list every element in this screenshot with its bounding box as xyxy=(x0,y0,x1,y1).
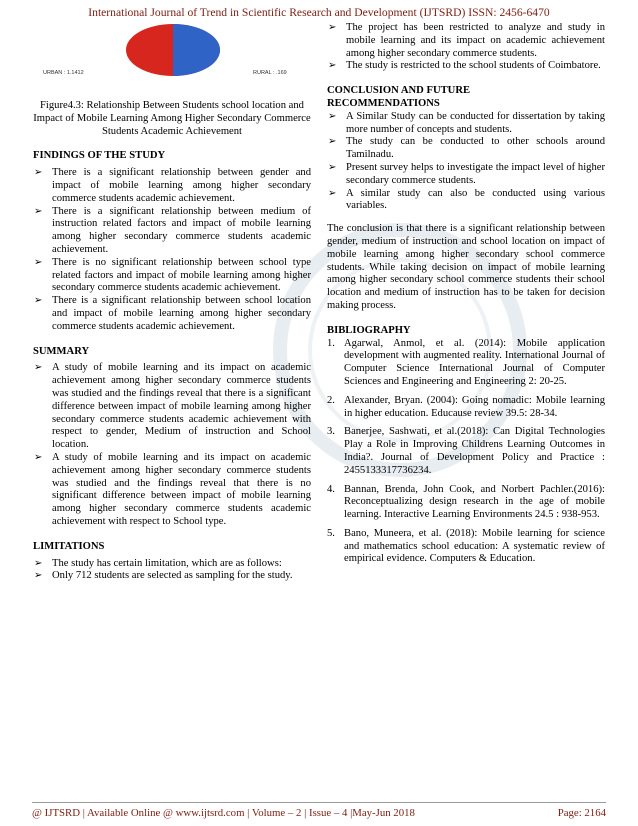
reference-item: 1. Agarwal, Anmol, et al. (2014): Mobile application development with augmented reality. International Journal of Computer Science International Journal of Computer Sciences and Engineering and Engineering 2: 20-25. xyxy=(327,337,605,387)
arrow-bullet-icon: ➢ xyxy=(34,451,43,463)
conclusion-heading: CONCLUSION AND FUTURE RECOMMENDATIONS xyxy=(327,85,471,109)
arrow-bullet-icon: ➢ xyxy=(34,362,43,374)
arrow-bullet-icon: ➢ xyxy=(328,161,337,173)
findings-item: ➢ There is a significant relationship between gender and impact of mobile learning among higher secondary commerce students academic achievement. xyxy=(34,167,311,204)
summary-item: ➢ A study of mobile learning and its impact on academic achievement among higher secondary commerce students was studied and the findings reveal that there is no significant difference between impact of mobile learning among higher secondary commerce students academic achievement with respect to School type. xyxy=(34,451,311,527)
reference-item: 2. Alexander, Bryan. (2004): Going nomadic: Mobile learning in higher education. Educause review 39.5: 28-34. xyxy=(327,394,605,419)
arrow-bullet-icon: ➢ xyxy=(34,570,43,582)
bibliography-heading: BIBLIOGRAPHY xyxy=(327,324,411,336)
findings-item: ➢ There is a significant relationship between school location and impact of mobile learning among higher secondary commerce students academic achievement. xyxy=(34,295,311,332)
journal-header: International Journal of Trend in Scientific Research and Development (IJTSRD) ISSN: 2456-6470 xyxy=(88,6,550,19)
arrow-bullet-icon: ➢ xyxy=(34,205,43,217)
pie-label-urban: URBAN : 1.1412 xyxy=(43,70,84,76)
pie-slice-rural xyxy=(173,24,220,76)
arrow-bullet-icon: ➢ xyxy=(34,557,43,569)
limitations-heading: LIMITATIONS xyxy=(33,540,105,552)
recommendation-item: ➢ A Similar Study can be conducted for dissertation by taking more number of concepts and students. xyxy=(328,110,605,135)
limitations-item: ➢ The study has certain limitation, which are as follows: xyxy=(34,557,282,569)
arrow-bullet-icon: ➢ xyxy=(328,136,337,148)
findings-item: ➢ There is a significant relationship between medium of instruction related factors and impact of mobile learning among higher secondary commerce students academic achievement. xyxy=(34,205,311,255)
conclusion-paragraph: The conclusion is that there is a significant relationship between gender, medium of instruction and school location on impact of mobile learning among higher secondary school commerce students. While taking decision on impact of mobile learning among higher secondary school commerce students their school location and medium of instruction has to be taken for decision making process. xyxy=(327,223,605,311)
findings-item: ➢ There is no significant relationship between school type related factors and impact of mobile learning among higher secondary commerce students academic achievement. xyxy=(34,256,311,294)
arrow-bullet-icon: ➢ xyxy=(328,187,337,199)
arrow-bullet-icon: ➢ xyxy=(328,110,337,122)
pie-label-rural: RURAL : .169 xyxy=(253,70,287,76)
limitations-item: ➢ Only 712 students are selected as sampling for the study. xyxy=(34,570,293,582)
left-column xyxy=(33,22,311,583)
findings-heading: FINDINGS OF THE STUDY xyxy=(33,150,166,162)
arrow-bullet-icon: ➢ xyxy=(34,256,43,268)
restriction-item: ➢ The study is restricted to the school students of Coimbatore. xyxy=(328,60,601,72)
summary-heading: SUMMARY xyxy=(33,345,90,357)
right-column xyxy=(327,22,605,566)
reference-item: 5. Bano, Muneera, et al. (2018): Mobile learning for science and mathematics school education: A systematic review of empirical evidence. Computers & Education. xyxy=(327,527,605,565)
reference-item: 3. Banerjee, Sashwati, et al.(2018): Can Digital Technologies Play a Role in Improving Childrens Learning Outcomes in India?. Journal of Development Policy and Practice : 2455133317736234. xyxy=(327,426,605,476)
pie-chart xyxy=(33,22,311,92)
footer-journal-info: @ IJTSRD | Available Online @ www.ijtsrd.com | Volume – 2 | Issue – 4 |May-Jun 2018 xyxy=(32,807,415,819)
recommendation-item: ➢ A similar study can also be conducted using various variables. xyxy=(328,187,605,212)
page-footer xyxy=(32,802,606,819)
arrow-bullet-icon: ➢ xyxy=(34,167,43,179)
restriction-item: ➢ The project has been restricted to analyze and study in mobile learning and its impact on academic achievement among higher secondary commerce students. xyxy=(328,22,605,59)
page-number: Page: 2164 xyxy=(557,807,606,819)
summary-item: ➢ A study of mobile learning and its impact on academic achievement among higher secondary commerce students was studied and the findings reveal that there is a significant difference between impact of mobile learning among higher secondary commerce students academic achievement with respect to gender, Medium of instruction and School location. xyxy=(34,362,311,451)
reference-item: 4. Bannan, Brenda, John Cook, and Norbert Pachler.(2016): Reconceptualizing design research in the age of mobile learning. Interactive Learning Environments 24.5 : 938-953. xyxy=(327,483,605,521)
figure-caption: Figure4.3: Relationship Between Students school location and Impact of Mobile Learning Among Higher Secondary Commerce Students Academic Achievement xyxy=(33,100,311,137)
recommendation-item: ➢ The study can be conducted to other schools around Tamilnadu. xyxy=(328,136,605,161)
arrow-bullet-icon: ➢ xyxy=(328,22,337,33)
recommendation-item: ➢ Present survey helps to investigate the impact level of higher secondary commerce students. xyxy=(328,161,605,186)
pie-chart-figure xyxy=(33,22,311,92)
arrow-bullet-icon: ➢ xyxy=(328,60,337,72)
arrow-bullet-icon: ➢ xyxy=(34,295,43,307)
